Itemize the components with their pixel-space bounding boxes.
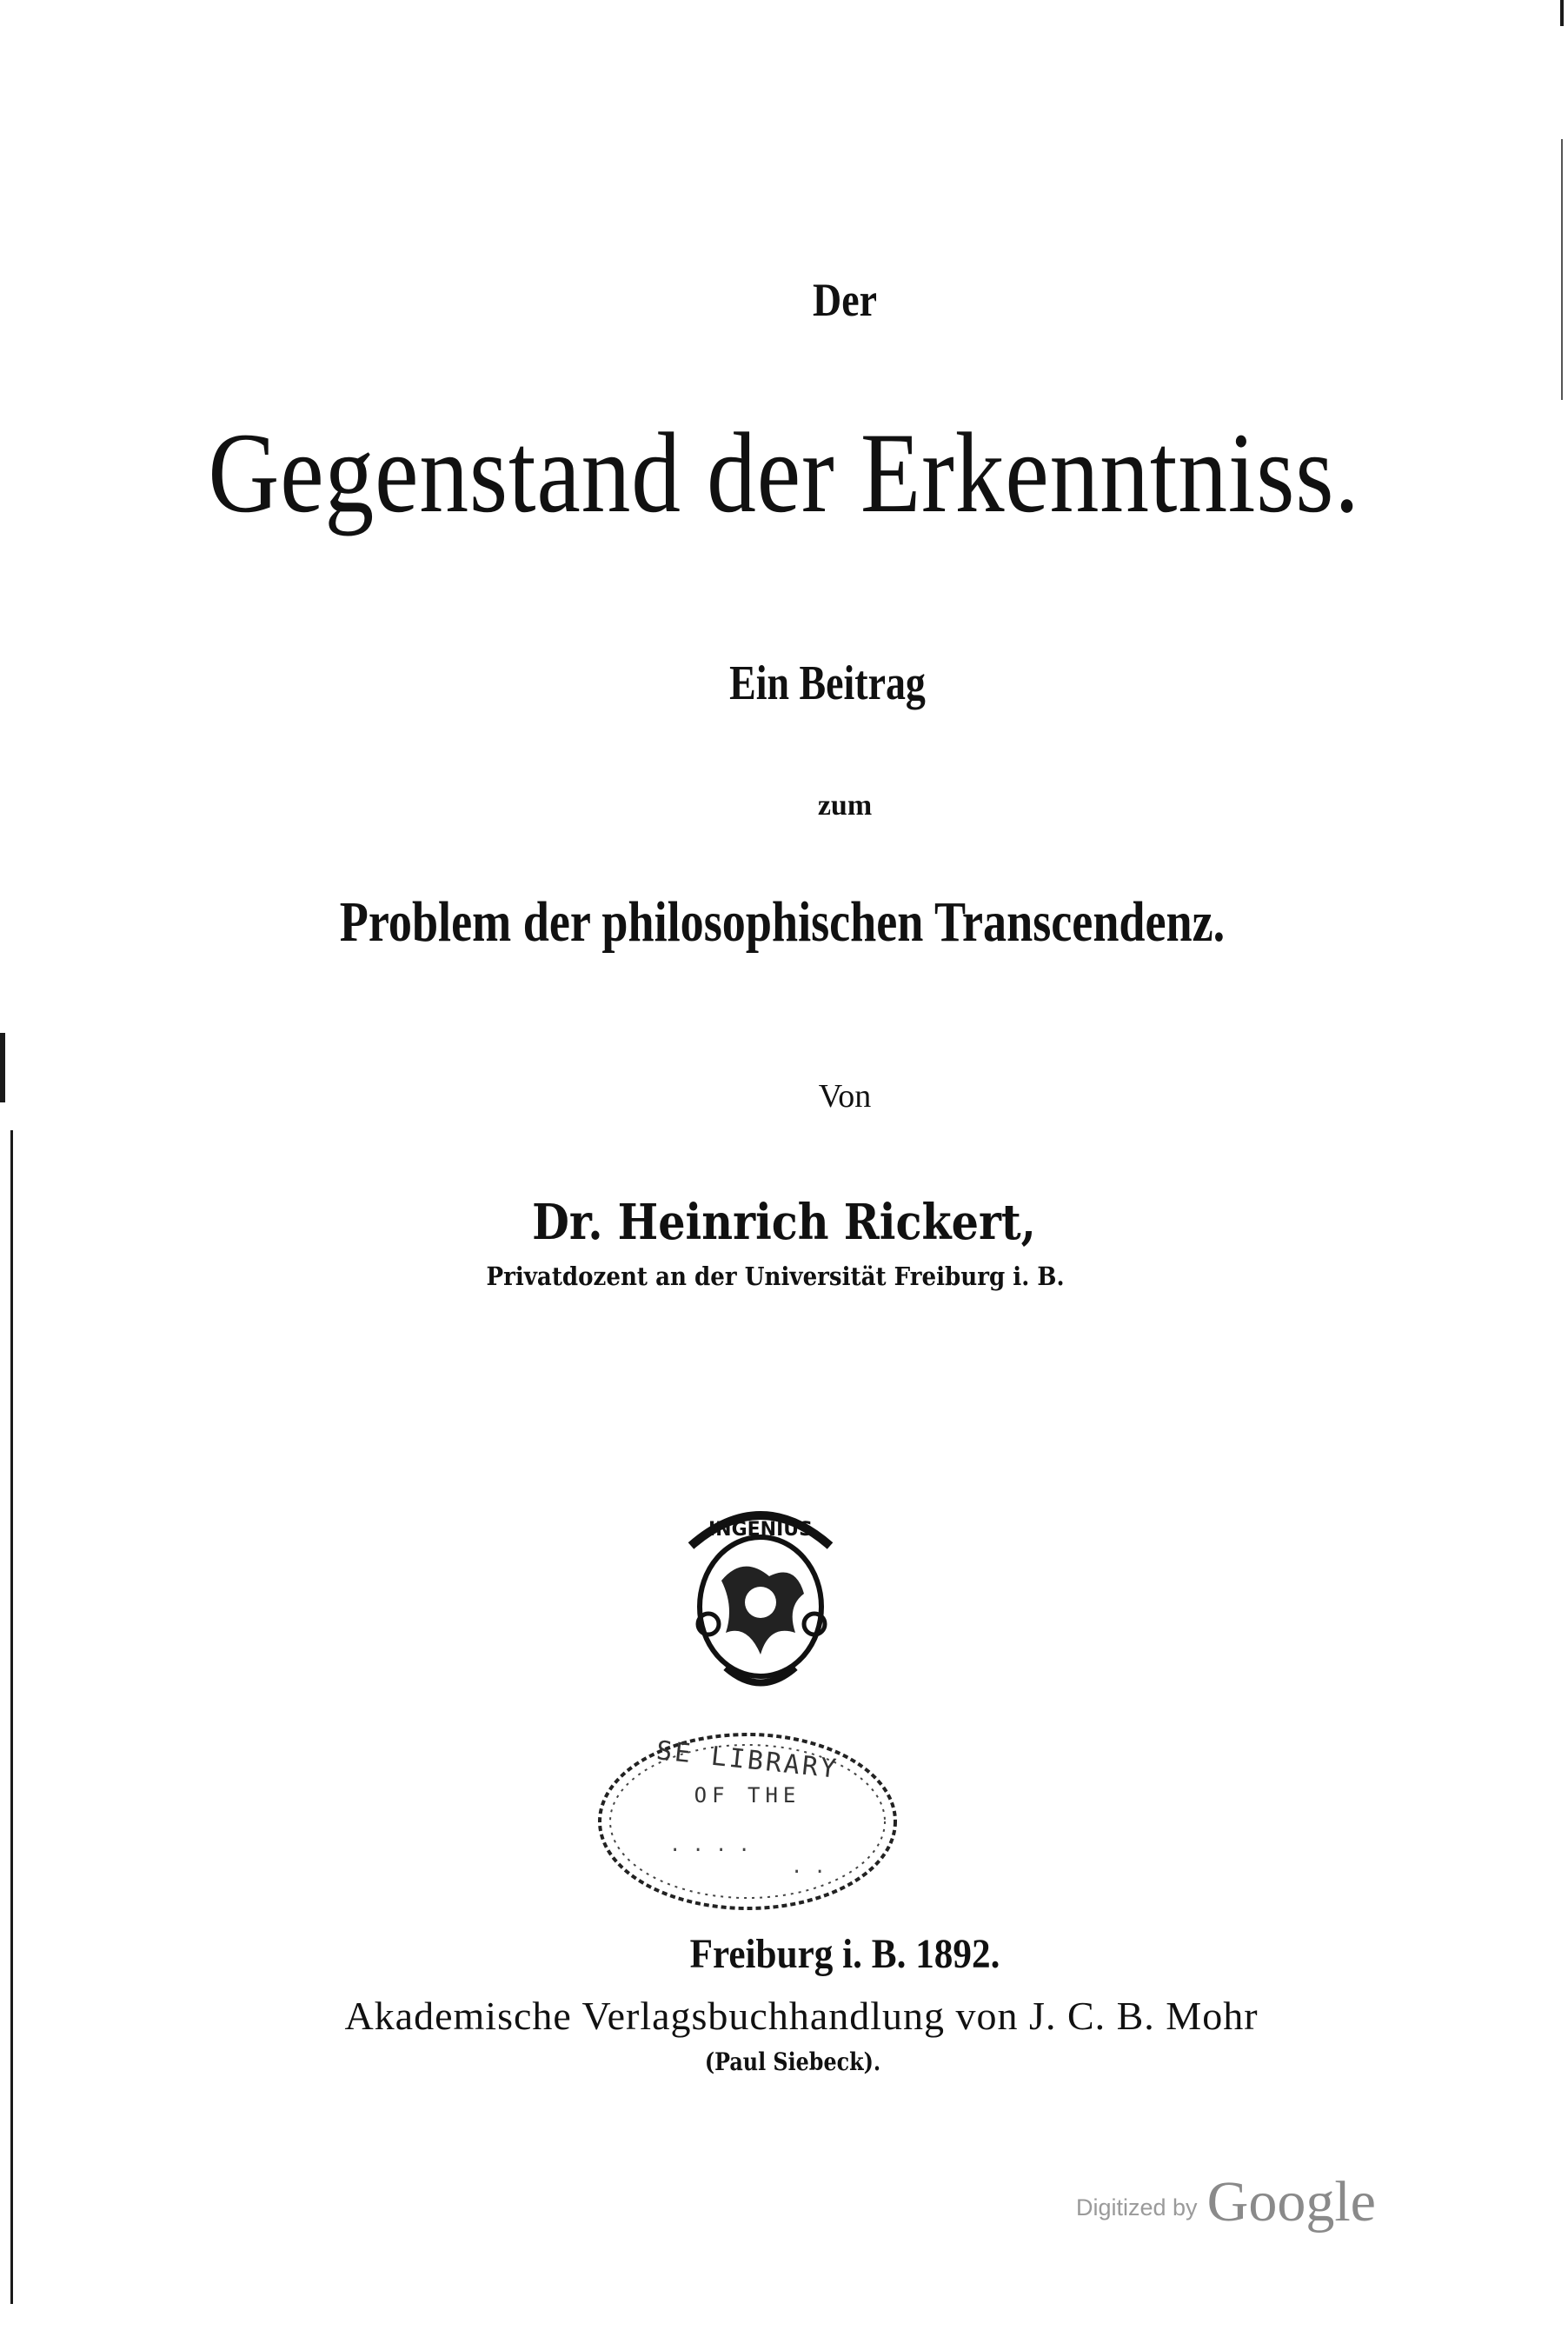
google-logo: Google xyxy=(1206,2170,1376,2234)
subtitle-line-2: zum xyxy=(817,789,873,822)
stamp-line-2: OF THE xyxy=(694,1783,801,1808)
stamp-line-1: SE LIBRARY xyxy=(654,1735,840,1785)
imprint-publisher-note: (Paul Siebeck). xyxy=(704,2047,881,2076)
watermark-prefix: Digitized by xyxy=(1076,2194,1198,2220)
scan-edge-line xyxy=(1560,0,1564,26)
author-name: Dr. Heinrich Rickert, xyxy=(532,1194,1036,1251)
google-watermark xyxy=(1076,2169,1376,2235)
publisher-emblem-icon xyxy=(674,1494,847,1706)
svg-text:· · · ·: · · · · xyxy=(669,1840,750,1861)
subtitle-line-3: Problem der philosophischen Transcendenz. xyxy=(339,890,1226,954)
book-title: Gegenstand der Erkenntniss. xyxy=(208,409,1360,536)
author-affiliation: Privatdozent an der Universität Freiburg i. B. xyxy=(486,1262,1065,1291)
emblem-motto: INGENIUS xyxy=(708,1519,813,1541)
svg-text:· ·: · · xyxy=(791,1861,826,1883)
scan-edge-line xyxy=(10,1130,13,2304)
subtitle-line-1: Ein Beitrag xyxy=(729,656,926,710)
scan-edge-line xyxy=(1561,139,1563,400)
imprint-publisher: Akademische Verlagsbuchhandlung von J. C. B. Mohr xyxy=(344,1994,1259,2038)
by-line: Von xyxy=(818,1078,872,1115)
scan-edge-line xyxy=(0,1033,5,1102)
title-der: Der xyxy=(813,274,877,326)
imprint-place-year: Freiburg i. B. 1892. xyxy=(689,1931,1000,1977)
